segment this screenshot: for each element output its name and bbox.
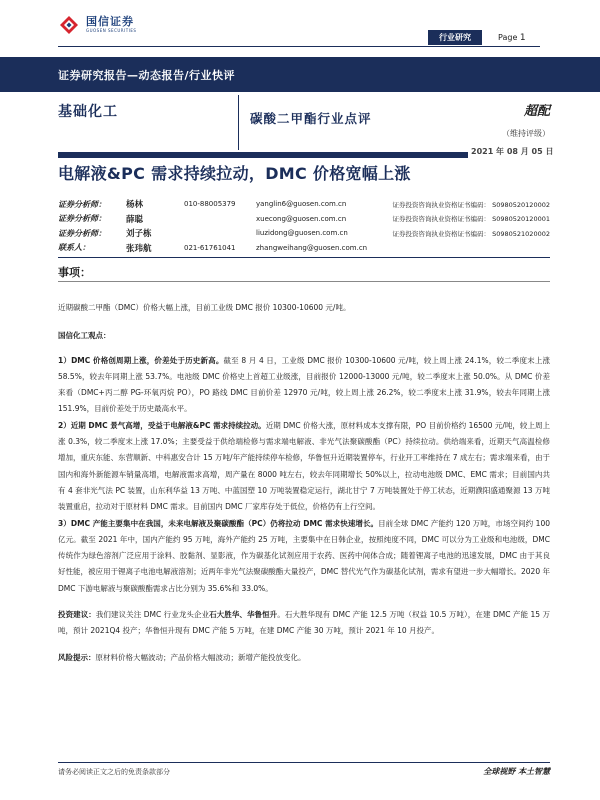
rating: 超配 <box>523 104 550 119</box>
invest-label: 投资建议： <box>58 610 96 620</box>
title-divider <box>238 95 239 150</box>
analyst-email[interactable]: xuecong@guosen.com.cn <box>256 214 347 223</box>
analyst-phone <box>184 212 256 227</box>
comment-point-1 <box>58 353 550 418</box>
event-heading: 事项： <box>58 266 91 279</box>
report-date: 2021 年 08 月 05 日 <box>468 146 556 158</box>
analyst-phone <box>184 226 256 241</box>
guosen-logo-icon <box>58 14 80 36</box>
section-divider-top <box>58 257 550 258</box>
contact-phone: 021-61761041 <box>184 243 236 252</box>
analyst-name: 刘子栋 <box>126 229 152 240</box>
invest-companies: 石大胜华、华鲁恒升 <box>209 610 278 620</box>
analyst-row <box>58 226 550 241</box>
point-3-text: 目前全球 DMC 产能约 120 万吨，市场空间约 100 亿元。截至 2021 年中，国内产能约 95 万吨，海外产能约 25 万吨，主要集中在日韩企业，按照纯度不同，DMC 可以分为工业级和电池级，DMC 传统作为绿色溶剂广泛应用于涂料、胶黏剂、显影液，作为碳基化试剂应用于农药、医药中间体合成；随着锂离子电池的迅速发展，DMC 由于其良好性能，被应用于锂离子电池电解液溶剂；近两年非光气法聚碳酸酯大量投产，DMC 替代光气作为碳基化试剂，需求有望进一步大幅增长。2020 年 DMC 下游电解液与聚碳酸酯需求占比分别为 35.6%和 33.0%。 <box>58 518 550 593</box>
report-body <box>58 300 550 666</box>
rating-note: （维持评级） <box>502 129 550 138</box>
comment-point-2 <box>58 418 550 516</box>
analyst-table <box>58 197 550 255</box>
contact-cert <box>386 241 550 256</box>
analyst-email[interactable]: liuzidong@guosen.com.cn <box>256 229 348 238</box>
risk-warning <box>58 650 550 666</box>
analyst-phone: 010-88005379 <box>184 200 236 209</box>
comment-heading: 国信化工观点： <box>58 331 111 341</box>
point-2-lead: 2）近期 DMC 景气高增，受益于电解液&PC 需求持续拉动。 <box>58 420 266 430</box>
risk-label: 风险提示： <box>58 652 96 662</box>
analyst-row <box>58 241 550 256</box>
invest-text-b: 。石大胜华现有 DMC 产能 12.5 万吨（权益 10.5 万吨），在建 DMC 产能 15 万吨，预计 2021Q4 投产；华鲁恒升现有 DMC 产能 5 万吨，在建 DMC 产能 30 万吨，预计 2021 年 10 月投产。 <box>58 610 551 636</box>
contact-name: 张玮航 <box>126 243 152 254</box>
analyst-cert: 证券投资咨询执业资格证书编码： S0980520120002 <box>392 200 550 209</box>
analyst-role: 证券分析师： <box>58 214 106 224</box>
company-logo <box>58 14 136 36</box>
event-text: 近期碳酸二甲酯（DMC）价格大幅上涨，目前工业级 DMC 报价 10300-10600 元/吨。 <box>58 303 351 312</box>
contact-role: 联系人： <box>58 243 90 253</box>
footer-slogan: 全球视野 本土智慧 <box>483 767 550 776</box>
analyst-name: 薛聪 <box>126 214 144 225</box>
industry-name: 基础化工 <box>58 104 118 120</box>
footer-divider <box>58 762 550 763</box>
analyst-row <box>58 212 550 227</box>
page-number: 1 <box>519 33 526 43</box>
footer-disclaimer: 请务必阅读正文之后的免责条款部分 <box>58 768 170 776</box>
investment-advice <box>58 607 550 640</box>
analyst-name: 杨林 <box>126 200 144 211</box>
headline: 电解液&PC 需求持续拉动，DMC 价格宽幅上涨 <box>58 164 411 183</box>
page-indicator <box>498 30 526 46</box>
point-3-lead: 3）DMC 产能主要集中在我国，未来电解液及聚碳酸酯（PC）仍将拉动 DMC 需求快速增长。 <box>58 518 379 528</box>
invest-text-a: 我们建议关注 DMC 行业龙头企业 <box>95 610 210 620</box>
analyst-role: 证券分析师： <box>58 199 106 209</box>
report-title: 碳酸二甲酯行业点评 <box>250 111 372 126</box>
report-category-tag: 行业研究 <box>428 30 482 45</box>
point-2-text: 近期 DMC 价格大涨，原材料成本支撑有限，PO 目前价格约 16500 元/吨，较上周上涨 0.3%，较二季度末上涨 17.0%；主要受益于供给端检修与需求端电解液、非光气法聚碳酸酯（PC）持续拉动。供给端来看，近期天气高温检修增加，重庆东能、东营顺新、中科惠安合计 15 万吨/年产能持续停车检修，华鲁恒升近期装置停车，行业开工率维持在 7 成左右；需求端来看，由于国内和海外新能源车销量高增，电解液需求高增，周产量在 8000 吨左右，较去年同期增长 50%以上，拉动电池级 DMC、EMC 需求；目前国内共有 4 套非光气法 PC 装置，山东利华益 13 万吨、中蓝国塑 10 万吨装置稳定运行，湖北甘宁 7 万吨装置处于停工状态，近期濮阳盛通聚源 13 万吨装置重启，拉动对于原材料 DMC 需求。目前国内 DMC 厂家库存处于低位，价格仍有上行空间。 <box>58 420 550 512</box>
analyst-email[interactable]: yanglin6@guosen.com.cn <box>256 200 347 209</box>
section-divider <box>58 281 550 282</box>
analyst-role: 证券分析师： <box>58 228 106 238</box>
analyst-cert: 证券投资咨询执业资格证书编码： S0980521020002 <box>392 229 550 238</box>
analyst-row <box>58 197 550 212</box>
logo-name-en: GUOSEN SECURITIES <box>86 28 137 33</box>
point-1-text: 截至 8 月 4 日，工业级 DMC 报价 10300-10600 元/吨，较上周上涨 24.1%，较二季度末上涨 58.5%，较去年同期上涨 53.7%。电池级 DMC 价格史上首超工业级涨，目前报价 12000-13000 元/吨，较二季度末上涨 50.0%。从 DMC 价差来看（DMC+丙二醇 PG-环氧丙烷 PO），PO 路线 DMC 目前价差 12970 元/吨，较上周上涨 26.2%，较二季度末上涨 31.9%，较去年同期上涨 151.9%，目前价差处于历史最高水平。 <box>58 355 550 414</box>
contact-email[interactable]: zhangweihang@guosen.com.cn <box>256 243 368 252</box>
comment-point-3 <box>58 516 550 597</box>
analyst-cert: 证券投资咨询执业资格证书编码： S0980520120001 <box>392 215 550 224</box>
logo-name-cn: 国信证券 <box>86 15 134 28</box>
point-1-lead: 1）DMC 价格创周期上涨，价差处于历史新高。 <box>58 355 224 365</box>
risk-text: 原材料价格大幅波动；产品价格大幅波动；新增产能投放变化。 <box>95 652 306 662</box>
page-label: Page <box>498 33 518 42</box>
header-divider <box>58 46 540 47</box>
report-type-text: 证券研究报告—动态报告/行业快评 <box>58 69 236 82</box>
